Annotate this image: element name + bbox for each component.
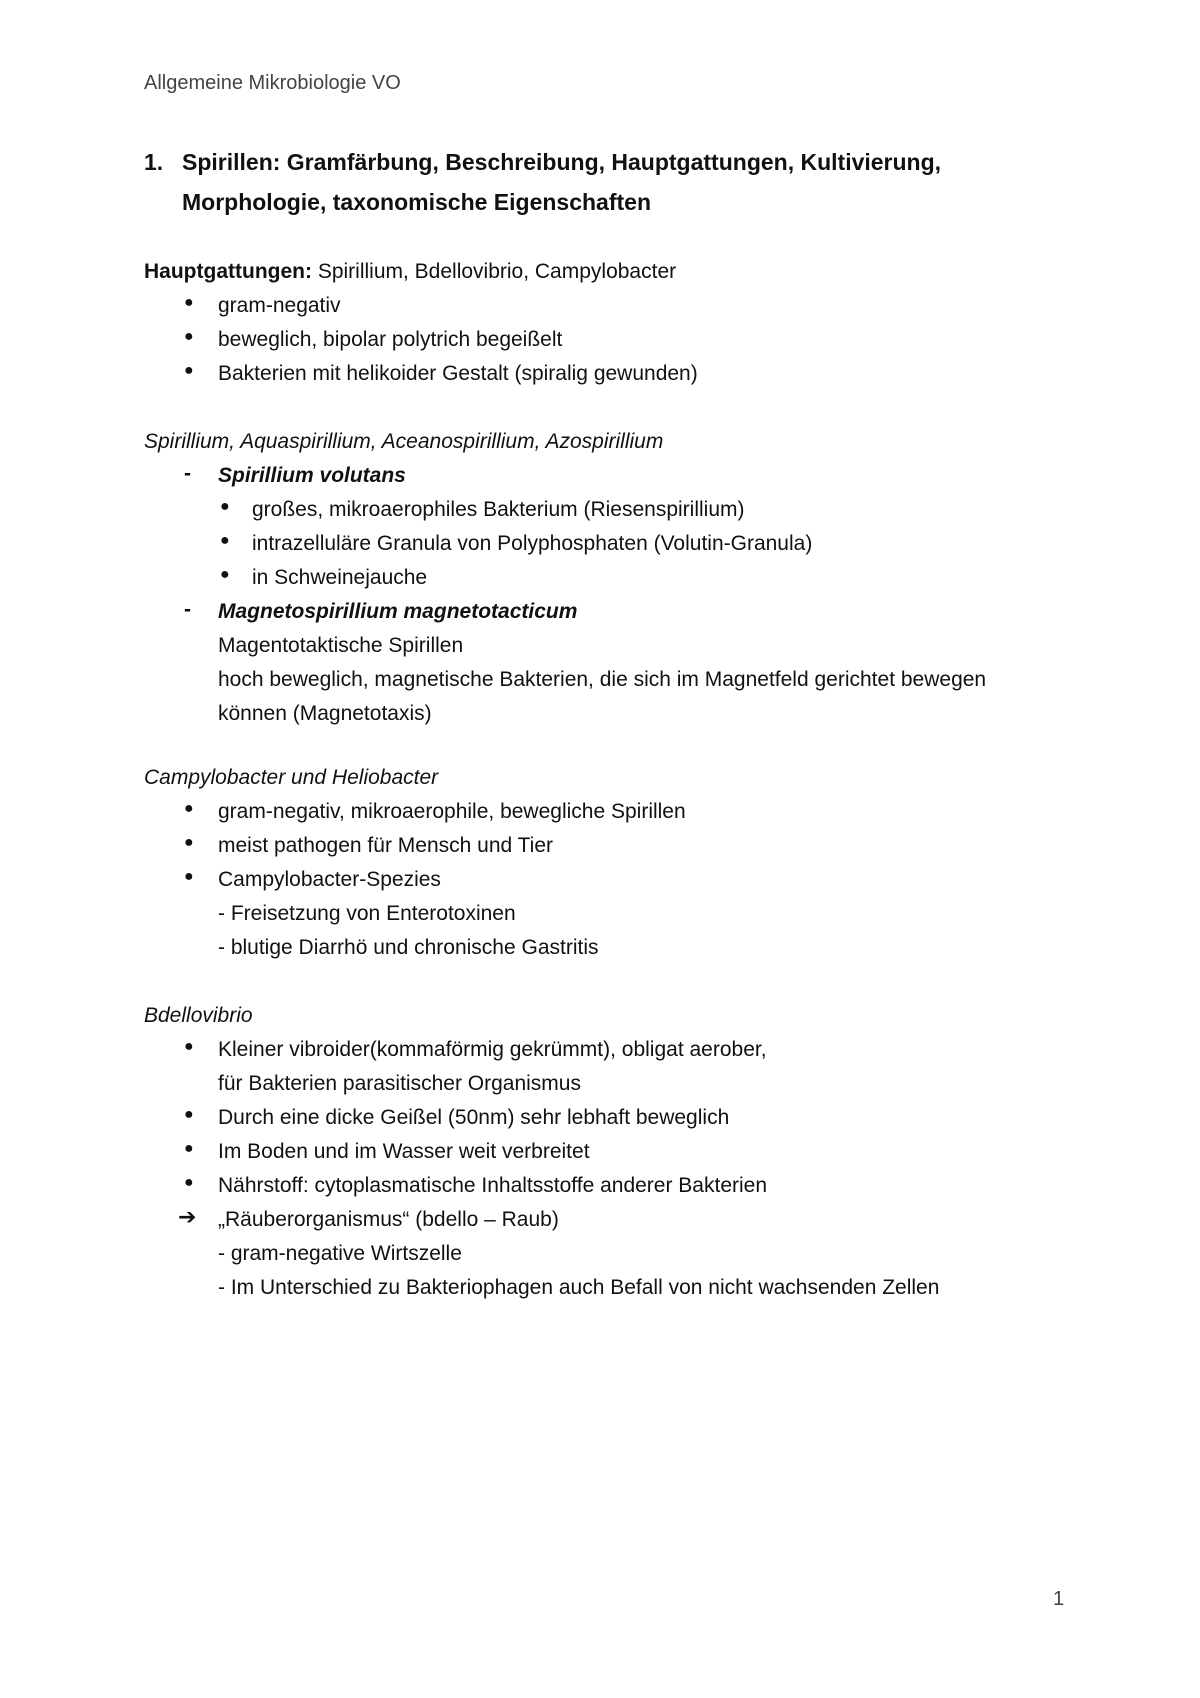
bdellovibrio-title: Bdellovibrio [144, 1004, 253, 1027]
intro-text: Spirillium, Bdellovibrio, Campylobacter [311, 260, 677, 283]
intro-line [144, 258, 676, 286]
arrow-right-icon: ➔ [178, 1204, 197, 1229]
bullet-icon: ● [184, 834, 194, 851]
campylobacter-title: Campylobacter und Heliobacter [144, 766, 439, 789]
bullet-icon: ● [220, 498, 230, 515]
heading-number: 1. [144, 149, 164, 175]
campylobacter-bullet-3: Campylobacter-Spezies [218, 868, 441, 891]
bdellovibrio-bullet-2: Durch eine dicke Geißel (50nm) sehr lebhaft beweglich [218, 1106, 730, 1129]
bullet-icon: ● [184, 362, 194, 379]
intro-bullet-1: gram-negativ [218, 294, 341, 317]
bullet-icon: ● [184, 328, 194, 345]
intro-label: Hauptgattungen: [144, 260, 312, 283]
campylobacter-subline-1: - Freisetzung von Enterotoxinen [218, 902, 516, 925]
bullet-icon: ● [184, 1106, 194, 1123]
campylobacter-bullet-2: meist pathogen für Mensch und Tier [218, 834, 554, 857]
bdellovibrio-bullet-1-line-1: Kleiner vibroider(kommaförmig gekrümmt), obligat aerober, [218, 1038, 767, 1061]
spirillium-title: Spirillium, Aquaspirillium, Aceanospirillium, Azospirillium [144, 430, 664, 453]
spirillium-sub1-name: Spirillium volutans [218, 464, 406, 487]
bdellovibrio-bullet-4: Nährstoff: cytoplasmatische Inhaltsstoffe anderer Bakterien [218, 1174, 768, 1197]
bullet-icon: ● [184, 1140, 194, 1157]
bdellovibrio-bullet-1-line-2: für Bakterien parasitischer Organismus [218, 1072, 581, 1095]
bdellovibrio-subline-1: - gram-negative Wirtszelle [218, 1242, 462, 1265]
bullet-icon: ● [184, 294, 194, 311]
intro-bullet-2: beweglich, bipolar polytrich begeißelt [218, 328, 563, 351]
spirillium-sub1-bullet-2: intrazelluläre Granula von Polyphosphaten (Volutin-Granula) [252, 532, 813, 555]
bullet-icon: ● [184, 1174, 194, 1191]
bullet-icon: ● [184, 868, 194, 885]
bullet-icon: ● [220, 532, 230, 549]
spirillium-sub1-bullet-1: großes, mikroaerophiles Bakterium (Riesenspirillium) [252, 498, 745, 521]
page-number: 1 [1053, 1588, 1065, 1610]
spirillium-sub2-line-1: Magentotaktische Spirillen [218, 634, 464, 657]
bullet-icon: ● [184, 800, 194, 817]
bdellovibrio-subline-2: - Im Unterschied zu Bakteriophagen auch Befall von nicht wachsenden Zellen [218, 1276, 940, 1299]
spirillium-sub2-name: Magnetospirillium magnetotacticum [218, 600, 578, 623]
campylobacter-subline-2: - blutige Diarrhö und chronische Gastritis [218, 936, 599, 959]
heading-line-1: Spirillen: Gramfärbung, Beschreibung, Hauptgattungen, Kultivierung, [182, 149, 942, 175]
bullet-icon: ● [220, 566, 230, 583]
spirillium-sub2-line-3: können (Magnetotaxis) [218, 702, 432, 725]
spirillium-sub1-bullet-3: in Schweinejauche [252, 566, 428, 589]
intro-bullet-3: Bakterien mit helikoider Gestalt (spiralig gewunden) [218, 362, 698, 385]
dash-marker: - [184, 462, 191, 485]
bullet-icon: ● [184, 1038, 194, 1055]
campylobacter-bullet-1: gram-negativ, mikroaerophile, bewegliche Spirillen [218, 800, 686, 823]
bdellovibrio-arrow-text: „Räuberorganismus“ (bdello – Raub) [218, 1208, 559, 1231]
heading-line-2: Morphologie, taxonomische Eigenschaften [182, 189, 652, 215]
spirillium-sub2-line-2: hoch beweglich, magnetische Bakterien, die sich im Magnetfeld gerichtet bewegen [218, 668, 987, 691]
bdellovibrio-bullet-3: Im Boden und im Wasser weit verbreitet [218, 1140, 590, 1163]
dash-marker: - [184, 598, 191, 621]
page-header: Allgemeine Mikrobiologie VO [144, 72, 401, 94]
